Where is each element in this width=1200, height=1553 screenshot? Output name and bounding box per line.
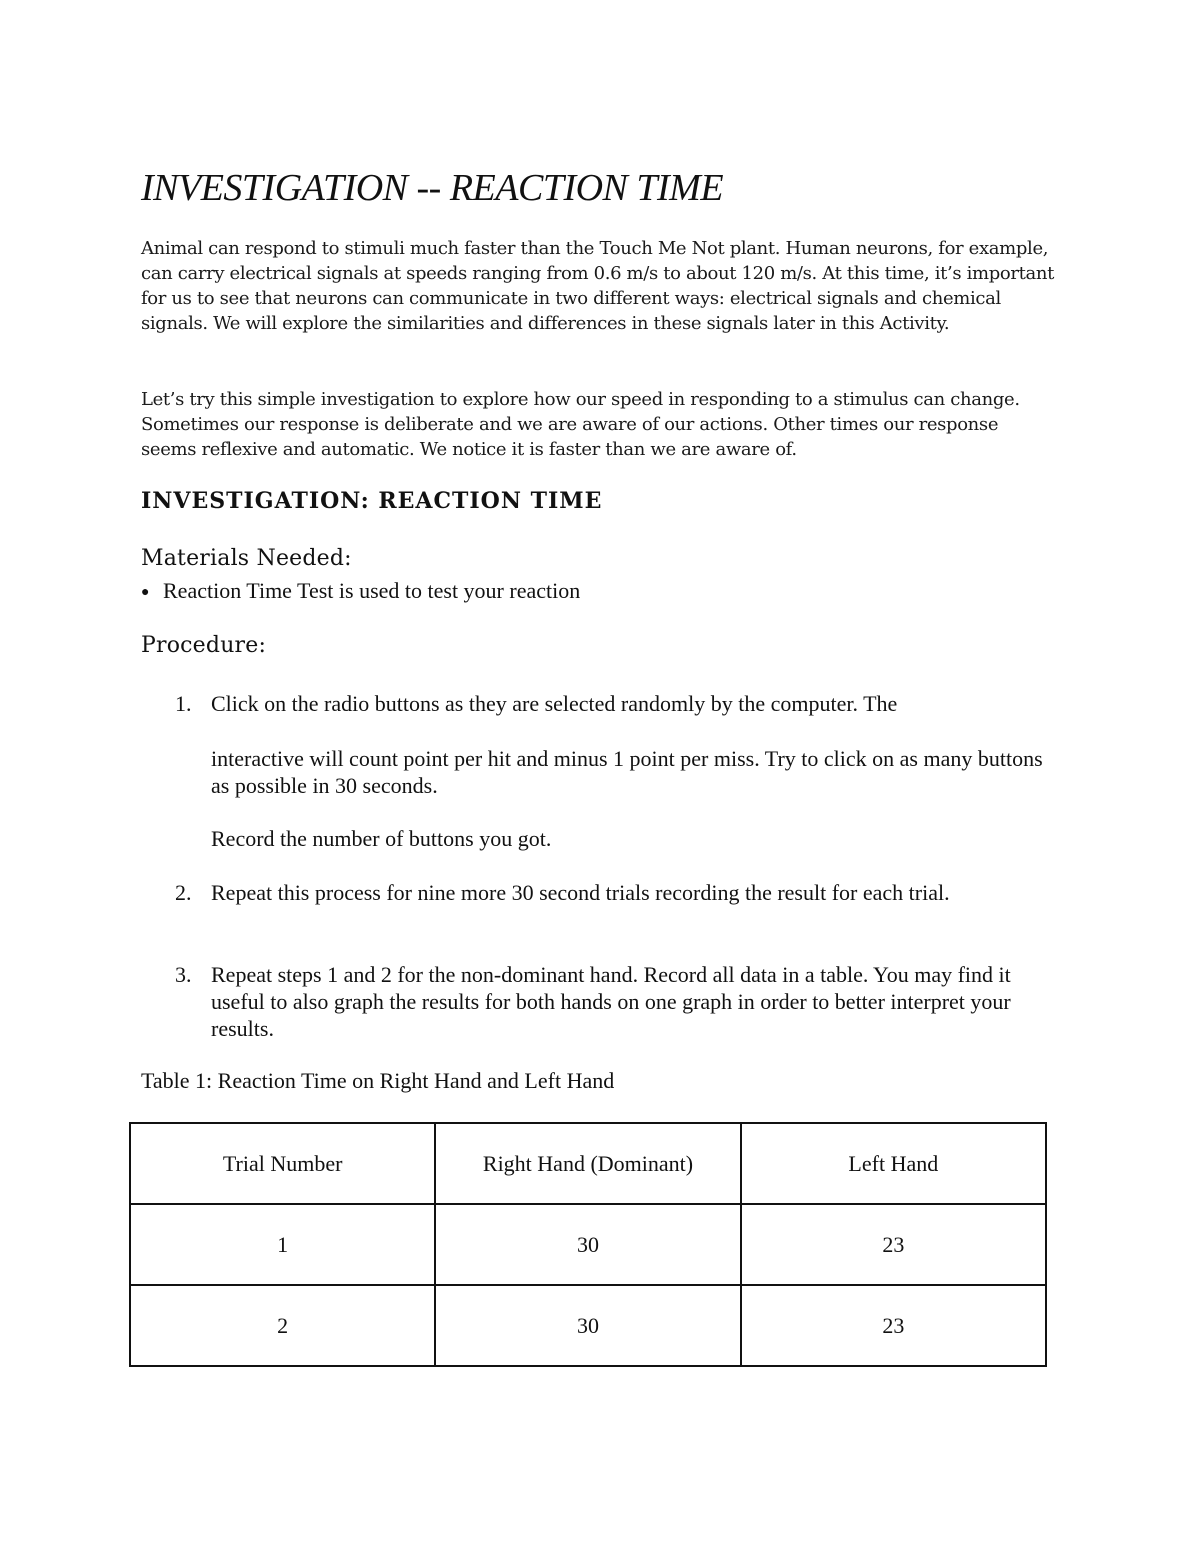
materials-list-item <box>141 578 580 604</box>
table-header-cell: Right Hand (Dominant) <box>435 1123 740 1204</box>
step-text: Repeat this process for nine more 30 second trials recording the result for each trial. <box>211 880 950 905</box>
step-text: Click on the radio buttons as they are selected randomly by the computer. The <box>211 691 898 716</box>
table-cell: 23 <box>741 1285 1046 1366</box>
table-header-cell: Trial Number <box>130 1123 435 1204</box>
document-title: INVESTIGATION -- REACTION TIME <box>141 167 724 209</box>
table-cell: 30 <box>435 1204 740 1285</box>
section-heading: INVESTIGATION: REACTION TIME <box>141 488 603 514</box>
procedure-step-1 <box>175 690 1055 717</box>
table-row <box>130 1285 1046 1366</box>
materials-item-text: Reaction Time Test is used to test your reaction <box>163 578 581 603</box>
table-cell: 30 <box>435 1285 740 1366</box>
results-table <box>129 1122 1047 1367</box>
step-number: 1. <box>175 691 192 716</box>
procedure-step-1-note <box>175 825 1055 852</box>
step-text: Repeat steps 1 and 2 for the non-dominant hand. Record all data in a table. You may find it useful to also graph the results for both hands on one graph in order to better interpret your results. <box>211 962 1011 1041</box>
table-header-row <box>130 1123 1046 1204</box>
table-header-cell: Left Hand <box>741 1123 1046 1204</box>
intro-paragraph-2: Let’s try this simple investigation to explore how our speed in responding to a stimulus can change. Sometimes our response is deliberate and we are aware of our actions. Other times our response seems reflexive and automatic. We notice it is faster than we are aware of. <box>141 389 1020 460</box>
table-cell: 2 <box>130 1285 435 1366</box>
step-number: 3. <box>175 962 192 987</box>
bullet-icon: ● <box>141 585 150 600</box>
step-number: 2. <box>175 880 192 905</box>
procedure-step-3 <box>175 961 1055 1042</box>
step-text: interactive will count point per hit and minus 1 point per miss. Try to click on as many buttons as possible in 30 seconds. <box>211 746 1043 798</box>
table-caption: Table 1: Reaction Time on Right Hand and Left Hand <box>141 1068 615 1093</box>
procedure-step-2 <box>175 879 1055 906</box>
table-cell: 1 <box>130 1204 435 1285</box>
table-cell: 23 <box>741 1204 1046 1285</box>
procedure-step-1-continuation <box>175 745 1055 799</box>
table-row <box>130 1204 1046 1285</box>
materials-heading: Materials Needed: <box>141 546 352 571</box>
step-text: Record the number of buttons you got. <box>211 826 552 851</box>
intro-paragraph-1: Animal can respond to stimuli much faster than the Touch Me Not plant. Human neurons, for example, can carry electrical signals at speeds ranging from 0.6 m/s to about 120 m/s. At this time, it’s important for us to see that neurons can communicate in two different ways: electrical signals and chemical signals. We will explore the similarities and differences in these signals later in this Activity. <box>141 238 1055 334</box>
procedure-heading: Procedure: <box>141 633 267 658</box>
